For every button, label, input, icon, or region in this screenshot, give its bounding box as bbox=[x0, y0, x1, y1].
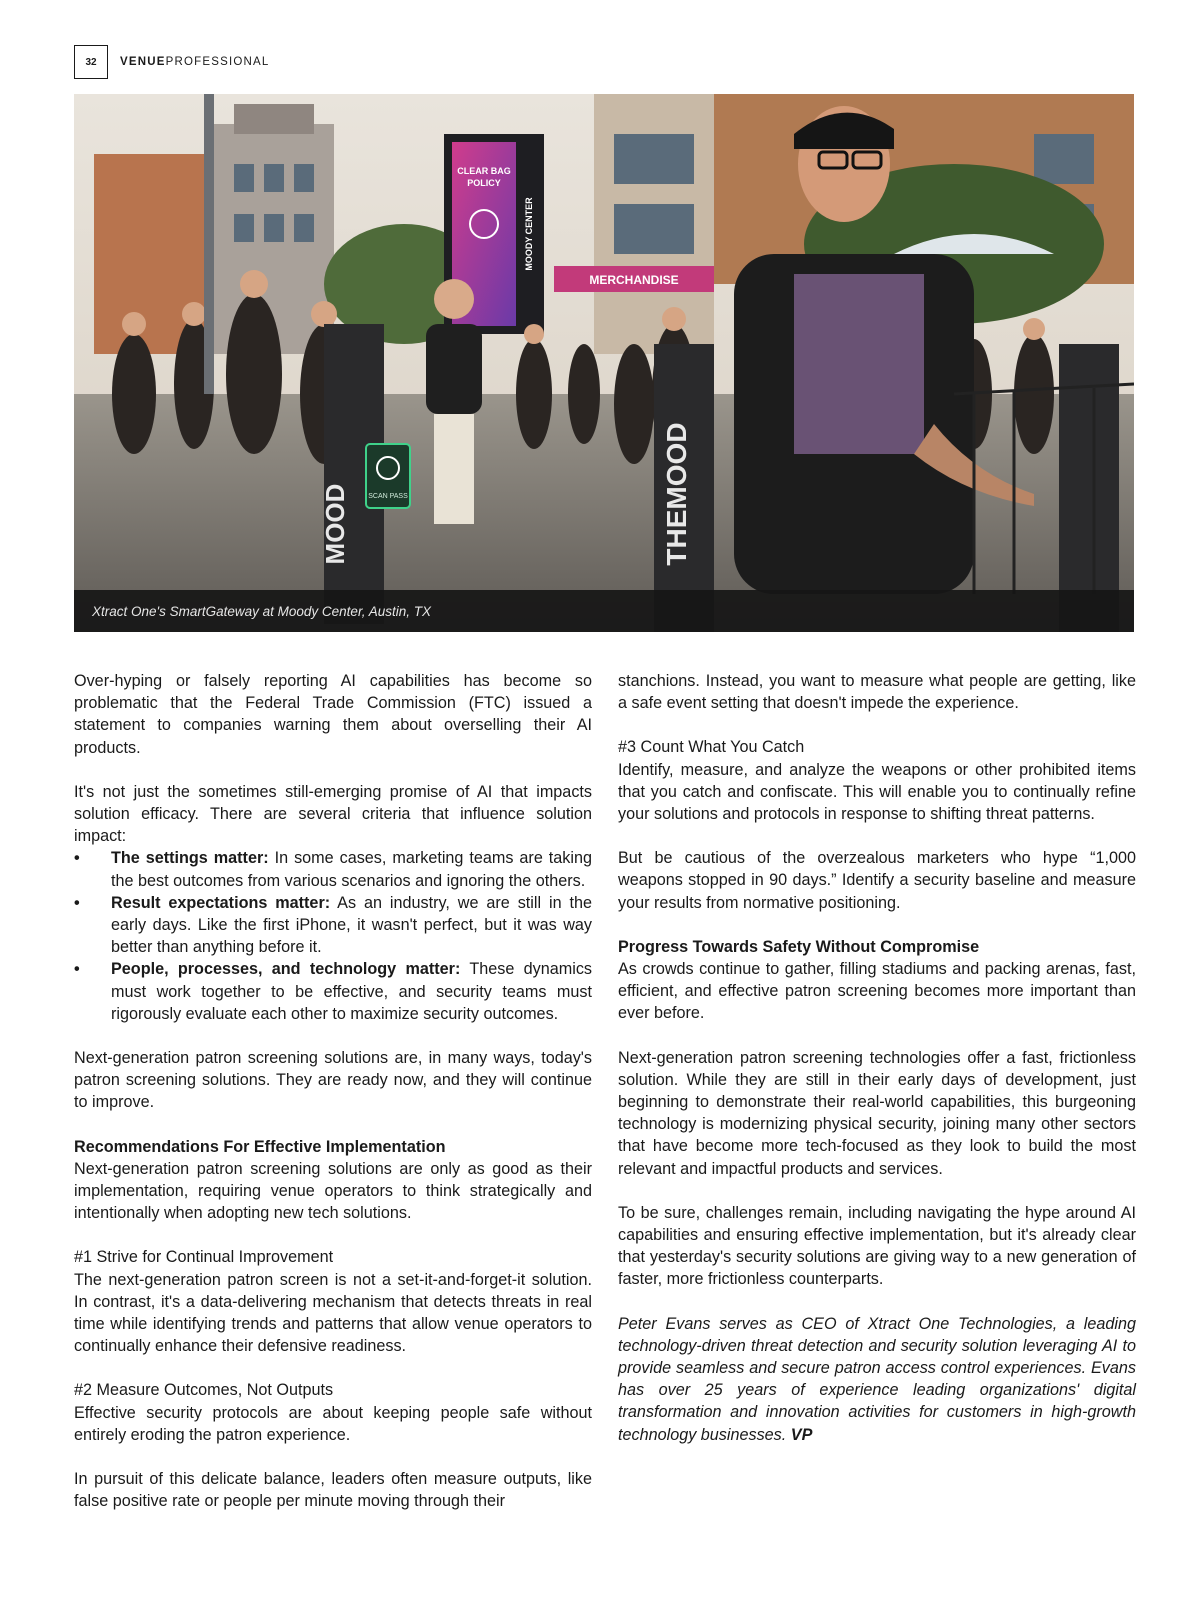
list-item bbox=[74, 958, 592, 1025]
paragraph: Effective security protocols are about keeping people safe without entirely eroding the patron experience. bbox=[74, 1403, 592, 1444]
venue-entrance-illustration bbox=[74, 94, 1134, 632]
paragraph: The next-generation patron screen is not a set-it-and-forget-it solution. In contrast, it's a data-delivering mechanism that detects threats in real time while identifying trends and patterns that allow venue operators to continually enhance their defensive readiness. bbox=[74, 1270, 592, 1356]
paragraph: To be sure, challenges remain, including navigating the hype around AI capabilities and ensuring effective implementation, but it's already clear that yesterday's security solutions are giving way to a new generation of faster, more frictionless counterparts. bbox=[618, 1203, 1136, 1289]
paragraph: In pursuit of this delicate balance, leaders often measure outputs, like false positive rate or people per minute moving through their bbox=[74, 1470, 592, 1511]
graphic-tee bbox=[794, 274, 924, 454]
section-heading: Recommendations For Effective Implementation bbox=[74, 1137, 446, 1156]
woman-head bbox=[434, 279, 474, 319]
list-item-term: People, processes, and technology matter: bbox=[111, 960, 461, 979]
list-item-term: Result expectations matter: bbox=[111, 893, 331, 912]
paragraph: As crowds continue to gather, filling stadiums and packing arenas, fast, efficient, and effective patron screening becomes more important than ever before. bbox=[618, 960, 1136, 1023]
publication-name bbox=[120, 56, 270, 68]
list-item-term: The settings matter: bbox=[111, 849, 269, 868]
caption-bar bbox=[74, 590, 1134, 632]
gate-brand-left: MOOD bbox=[320, 483, 350, 565]
list-item bbox=[74, 892, 592, 959]
list-item-text: In some cases, marketing teams are taking the best outcomes from various scenarios and ignoring the others. bbox=[111, 849, 592, 890]
tower-top bbox=[234, 104, 314, 134]
publication-name-light: PROFESSIONAL bbox=[165, 56, 270, 68]
author-bio-text: Peter Evans serves as CEO of Xtract One Technologies, a leading technology-driven threat detection and security solution leveraging AI to provide seamless and secure patron access control experiences. Evans has over 25 years of experience leading organizations' digital transformation and innovation activities for customers in high-growth technology businesses. bbox=[618, 1314, 1136, 1444]
section-heading: Progress Towards Safety Without Compromise bbox=[618, 937, 980, 956]
list-item bbox=[74, 847, 592, 891]
page-header bbox=[74, 44, 270, 80]
lamp-post bbox=[204, 94, 214, 394]
paragraph: Identify, measure, and analyze the weapons or other prohibited items that you catch and confiscate. This will enable you to continually refine your solutions and protocols in response to shifting threat patterns. bbox=[618, 760, 1136, 824]
criteria-list bbox=[74, 847, 592, 1025]
list-item-text: As an industry, we are still in the early days. Like the first iPhone, it wasn't perfect, but it was way better than anything before it. bbox=[111, 893, 593, 957]
paragraph: But be cautious of the overzealous marketers who hype “1,000 weapons stopped in 90 days.” Identify a security baseline and measure your results from normative positioning. bbox=[618, 849, 1136, 912]
subsection-heading: #1 Strive for Continual Improvement bbox=[74, 1248, 334, 1267]
paragraph: stanchions. Instead, you want to measure what people are getting, like a safe event setting that doesn't impede the experience. bbox=[618, 672, 1136, 713]
woman-pants bbox=[434, 414, 474, 524]
paragraph: Next-generation patron screening solutions are, in many ways, today's patron screening solutions. They are ready now, and they will continue to improve. bbox=[74, 1049, 592, 1112]
clear-bag-text-2: POLICY bbox=[467, 178, 501, 188]
feature-photo bbox=[74, 94, 1134, 632]
author-bio bbox=[618, 1313, 1136, 1446]
publication-name-bold: VENUE bbox=[120, 56, 166, 68]
paragraph: It's not just the sometimes still-emerging promise of AI that impacts solution efficacy. There are several criteria that influence solution impact: bbox=[74, 782, 592, 846]
list-item-text: These dynamics must work together to be effective, and security teams must rigorously evaluate each other to maximize security outcomes. bbox=[111, 960, 593, 1023]
person-woman bbox=[426, 324, 482, 414]
end-mark: VP bbox=[790, 1425, 813, 1444]
left-column bbox=[74, 670, 592, 1535]
photo-caption: Xtract One's SmartGateway at Moody Center, Austin, TX bbox=[92, 603, 431, 619]
subsection-heading: #2 Measure Outcomes, Not Outputs bbox=[74, 1381, 334, 1400]
paragraph: Over-hyping or falsely reporting AI capabilities has become so problematic that the Federal Trade Commission (FTC) issued a statement to companies warning them about overselling their AI products. bbox=[74, 672, 592, 757]
paragraph: Next-generation patron screening solutions are only as good as their implementation, requiring venue operators to think strategically and intentionally when adopting new tech solutions. bbox=[74, 1159, 592, 1223]
clear-bag-text-1: CLEAR BAG bbox=[457, 166, 511, 176]
paragraph: Next-generation patron screening technologies offer a fast, frictionless solution. While they are still in their early days of development, just beginning to demonstrate their real-world capabilities, this burgeoning technology is modernizing physical security, joining many other sectors that have become more tech-focused as they look to build the most relevant and impactful products and services. bbox=[618, 1048, 1136, 1178]
moody-center-text: MOODY CENTER bbox=[524, 197, 534, 271]
merchandise-text: MERCHANDISE bbox=[589, 273, 679, 287]
gate-brand-center: THEMOOD bbox=[661, 422, 692, 566]
scan-pass-text: SCAN PASS bbox=[368, 493, 408, 500]
right-column bbox=[618, 670, 1136, 1468]
page-number: 32 bbox=[74, 45, 108, 79]
subsection-heading: #3 Count What You Catch bbox=[618, 738, 805, 757]
